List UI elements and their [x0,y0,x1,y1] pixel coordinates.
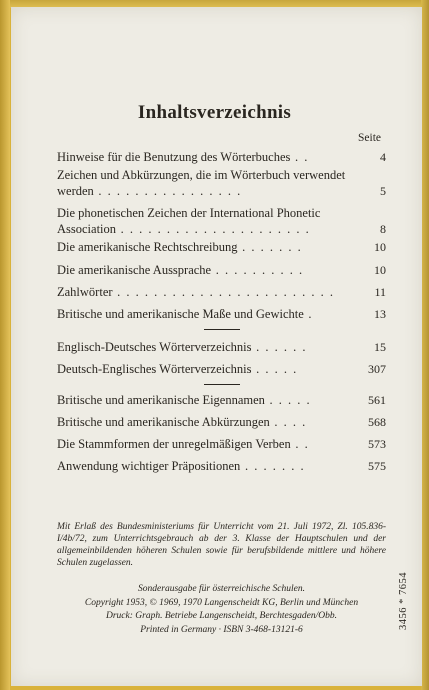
approval-notice: Mit Erlaß des Bundesministeriums für Unterricht vom 21. Juli 1972, Zl. 105.836-I/4b/72, zum Unterrichtsgebrauch ab der 3. Klasse der Hauptschulen und der allgemeinbildenden höheren Schulen sowie für berufsbildende mittlere und höhere Schulen zugelassen. [57,522,386,568]
toc-entry-page: 8 [380,221,386,236]
toc-entry-label: Hinweise für die Benutzung des Wörterbuches [57,150,291,164]
toc-entry-page: 5 [380,183,386,198]
toc-entry-page: 11 [374,285,386,299]
toc-entry [57,362,386,377]
toc-entry-label: Englisch-Deutsches Wörterverzeichnis [57,340,252,354]
toc-leaders: . . . . . . [251,340,307,354]
toc-entry-page: 4 [380,150,386,164]
toc-entry [57,150,386,165]
toc-entry-label: Anwendung wichtiger Präpositionen [57,459,241,473]
toc-entry-page: 307 [368,362,386,376]
imprint [57,583,386,637]
toc-leaders: . . . . . [251,362,298,376]
imprint-printer: Druck: Graph. Betriebe Langenscheidt, Berchtesgaden/Obb. [105,611,338,621]
page-column-header: Seite [358,132,381,144]
toc-entry [57,393,386,408]
toc-entry-page: 573 [368,437,386,451]
toc-entry-label: Zeichen und Abkürzungen, die im Wörterbuch verwendet werden [57,168,346,198]
toc-entry [57,263,386,278]
toc-leaders: . . . . [269,415,307,429]
toc-entry-label: Britische und amerikanische Maße und Gewichte [57,307,304,321]
toc-entry [57,285,386,300]
toc-entry-page: 10 [374,240,386,254]
toc-entry-label: Die amerikanische Rechtschreibung [57,240,238,254]
toc-leaders: . . . . . . . . . . . . . . . . [93,183,242,198]
toc-entry [57,168,386,199]
imprint-isbn: Printed in Germany · ISBN 3-468-13121-6 [140,624,303,635]
toc-entry-label: Britische und amerikanische Abkürzungen [57,415,270,429]
toc-entry-label: Die Stammformen der unregelmäßigen Verben [57,437,291,451]
toc-entry-page: 568 [368,415,386,429]
toc-entry [57,307,386,322]
imprint-copyright: Copyright 1953, © 1969, 1970 Langenscheidt KG, Berlin und München [84,597,359,608]
toc-leaders: . [303,307,314,321]
toc-entry [57,437,386,452]
toc-leaders: . . . . . [264,393,312,407]
toc-entry [57,240,386,255]
toc-entry-page: 15 [374,340,386,354]
toc-entry-page: 10 [374,263,386,277]
section-divider [204,329,240,330]
toc-entry-label: Die phonetischen Zeichen der International Phonetic Association [57,206,321,236]
toc-entry-page: 561 [368,393,386,407]
side-code: 3456 * 7654 [398,572,409,630]
toc-entry [57,459,386,474]
toc-entry-page: 575 [368,459,386,473]
toc-leaders: . . . . . . . . . . [211,263,304,277]
toc-entry-label: Britische und amerikanische Eigennamen [57,393,265,407]
toc-leaders: . . . . . . . [237,240,303,254]
toc-leaders: . . [290,437,310,451]
toc-leaders: . . . . . . . [240,459,306,473]
toc-entry-label: Zahlwörter [57,285,113,299]
toc-entry [57,206,386,237]
toc-entry [57,340,386,355]
toc-leaders: . . [290,150,309,164]
toc-entry-page: 13 [374,307,386,321]
imprint-edition: Sonderausgabe für österreichische Schulen. [138,584,305,594]
toc-entry [57,415,386,430]
toc-entry-label: Die amerikanische Aussprache [57,263,212,277]
toc-entry-label: Deutsch-Englisches Wörterverzeichnis [57,362,252,376]
section-divider [204,384,240,385]
page-title: Inhaltsverzeichnis [137,102,292,123]
toc-leaders: . . . . . . . . . . . . . . . . . . . . . . . . [112,285,335,299]
toc-leaders: . . . . . . . . . . . . . . . . . . . . . [116,221,311,236]
